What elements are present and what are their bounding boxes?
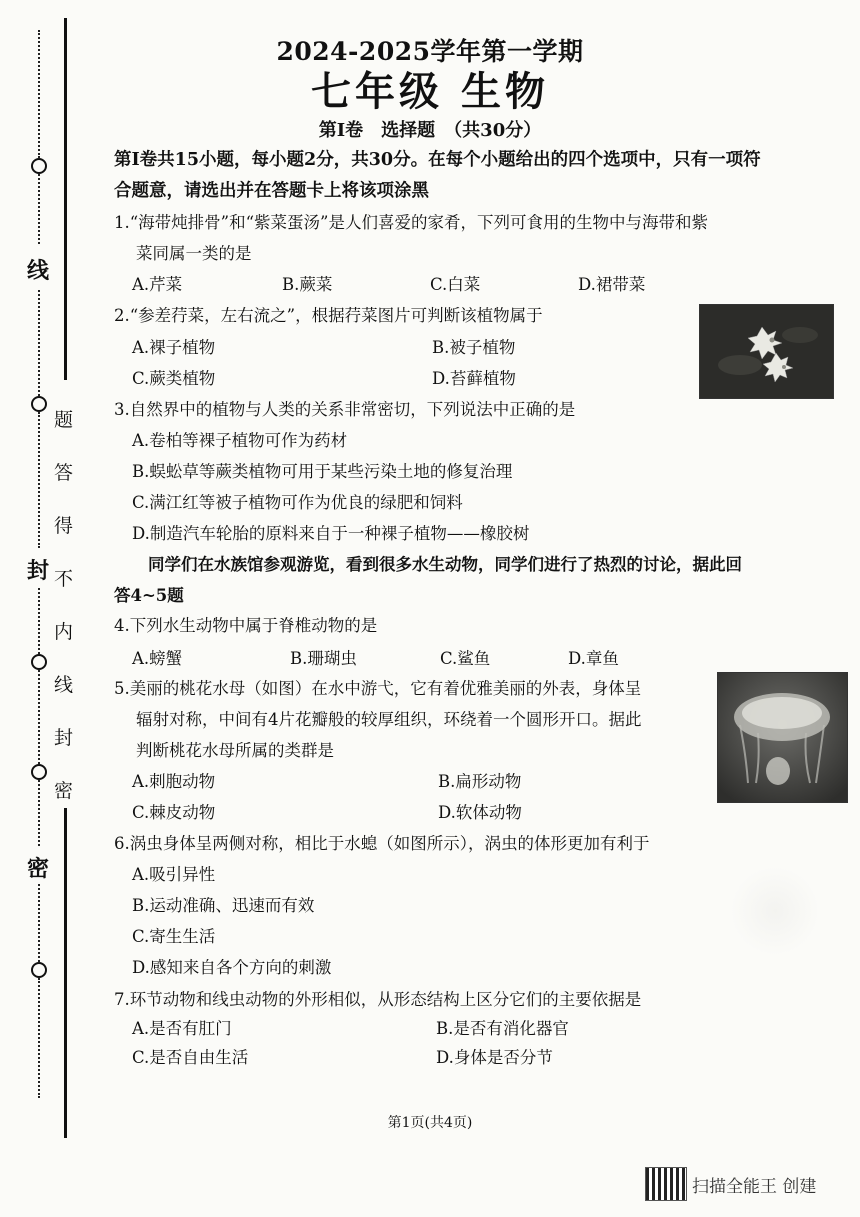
warning-char: 题	[54, 409, 74, 431]
warning-char: 线	[54, 674, 74, 696]
instructions	[114, 145, 826, 207]
option-c: C.蕨类植物	[132, 369, 216, 388]
option-a: A.螃蟹	[132, 649, 183, 668]
option-b: B.珊瑚虫	[290, 649, 357, 668]
option-c: C.是否自由生活	[132, 1048, 249, 1067]
water-plant-photo	[699, 304, 834, 399]
option-d: D.感知来自各个方向的刺激	[132, 958, 332, 977]
dotted-cut-line	[38, 588, 40, 654]
option-a: A.卷柏等裸子植物可作为药材	[132, 431, 348, 450]
option-a: A.裸子植物	[132, 338, 216, 357]
dotted-cut-line	[38, 290, 40, 396]
jellyfish-photo	[717, 672, 848, 803]
margin-char-mi: 密	[27, 856, 50, 882]
question-text: 判断桃花水母所属的类群是	[136, 741, 334, 760]
option-c: C.满江红等被子植物可作为优良的绿肥和饲料	[132, 493, 463, 512]
dotted-cut-line	[38, 670, 40, 764]
margin-char-xian: 线	[27, 258, 50, 284]
option-a: A.是否有肛门	[132, 1019, 232, 1038]
option-d: D.制造汽车轮胎的原料来自于一种裸子植物——橡胶树	[132, 524, 530, 543]
margin-char-feng: 封	[27, 558, 50, 584]
warning-char: 封	[54, 727, 74, 749]
question-text: 2.“参差荇菜，左右流之”，根据荇菜图片可判断该植物属于	[114, 306, 543, 325]
binding-hole	[31, 158, 47, 174]
question-text: 7.环节动物和线虫动物的外形相似，从形态结构上区分它们的主要依据是	[114, 990, 642, 1009]
option-d: D.章鱼	[568, 649, 619, 668]
option-a: A.吸引异性	[132, 865, 216, 884]
binding-solid-line	[64, 808, 67, 1138]
binding-hole	[31, 396, 47, 412]
option-c: C.鲨鱼	[440, 649, 491, 668]
dotted-cut-line	[38, 412, 40, 548]
question-text: 6.涡虫身体呈两侧对称，相比于水螅（如图所示），涡虫的体形更加有利于	[114, 834, 650, 853]
binding-hole	[31, 764, 47, 780]
binding-hole	[31, 962, 47, 978]
binding-hole	[31, 654, 47, 670]
option-c: C.白菜	[430, 275, 481, 294]
question-text: 菜同属一类的是	[136, 244, 252, 263]
option-d: D.裙带菜	[578, 275, 646, 294]
option-b: B.是否有消化器官	[436, 1019, 569, 1038]
warning-char: 密	[54, 780, 74, 802]
context-line: 同学们在水族馆参观游览，看到很多水生动物，同学们进行了热烈的讨论，据此回	[148, 555, 742, 574]
scanner-watermark: 扫描全能王 创建	[692, 1177, 817, 1197]
context-line: 答4~5题	[114, 586, 184, 605]
dotted-cut-line	[38, 174, 40, 244]
question-text: 5.美丽的桃花水母（如图）在水中游弋，它有着优雅美丽的外表，身体呈	[114, 679, 642, 698]
option-b: B.扁形动物	[438, 772, 522, 791]
question-text: 4.下列水生动物中属于脊椎动物的是	[114, 616, 378, 635]
section-title: 第Ⅰ卷 选择题 （共30分）	[318, 120, 542, 141]
dotted-cut-line	[38, 884, 40, 962]
exam-term: 2024-2025学年第一学期	[276, 37, 584, 66]
question-text: 辐射对称，中间有4片花瓣般的较厚组织，环绕着一个圆形开口。据此	[136, 710, 642, 729]
option-d: D.苔藓植物	[432, 369, 516, 388]
option-b: B.被子植物	[432, 338, 516, 357]
dotted-cut-line	[38, 978, 40, 1098]
option-a: A.刺胞动物	[132, 772, 216, 791]
binding-margin	[0, 0, 90, 1217]
warning-char: 内	[54, 621, 74, 643]
question-text: 1.“海带炖排骨”和“紫菜蛋汤”是人们喜爱的家肴，下列可食用的生物中与海带和紫	[114, 213, 708, 232]
instruction-line: 第Ⅰ卷共15小题，每小题2分，共30分。在每个小题给出的四个选项中，只有一项符	[114, 150, 761, 170]
exam-subject: 七年级 生物	[311, 68, 549, 115]
option-b: B.蜈蚣草等蕨类植物可用于某些污染土地的修复治理	[132, 462, 513, 481]
option-b: B.运动准确、迅速而有效	[132, 896, 315, 915]
option-b: B.蕨菜	[282, 275, 333, 294]
page-number: 第1页(共4页)	[387, 1115, 473, 1131]
option-c: C.寄生生活	[132, 927, 216, 946]
instruction-line: 合题意，请选出并在答题卡上将该项涂黑	[114, 181, 429, 201]
warning-char: 不	[54, 568, 74, 590]
scanner-logo-icon	[645, 1167, 687, 1201]
option-a: A.芹菜	[132, 275, 183, 294]
faded-hydra-image	[730, 866, 820, 956]
option-d: D.身体是否分节	[436, 1048, 553, 1067]
dotted-cut-line	[38, 780, 40, 846]
warning-char: 得	[54, 515, 74, 537]
shared-context	[114, 549, 826, 611]
option-c: C.棘皮动物	[132, 803, 216, 822]
warning-char: 答	[54, 462, 74, 484]
option-d: D.软体动物	[438, 803, 522, 822]
question-text: 3.自然界中的植物与人类的关系非常密切，下列说法中正确的是	[114, 400, 576, 419]
